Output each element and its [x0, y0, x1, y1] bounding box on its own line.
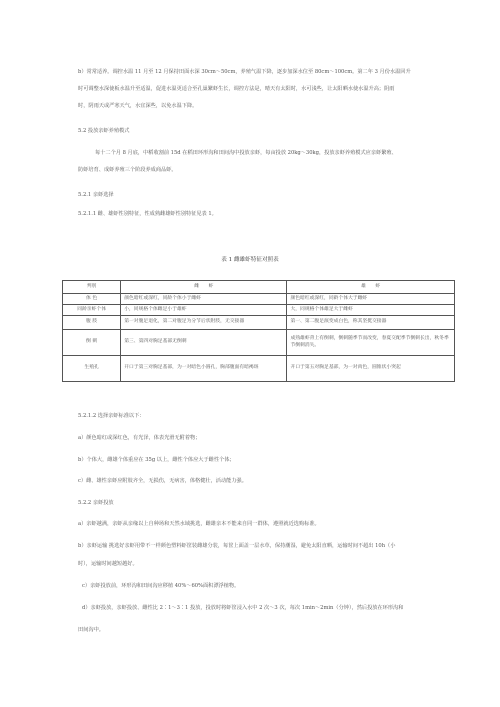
table-cell: 开口于第五对胸足基部，为一对肉色，圆锥状小突起 — [287, 356, 455, 382]
table-header-cell: 雄 虾 — [287, 281, 455, 294]
table-cell: 第三、第四对胸足基部无倒刺 — [121, 330, 287, 356]
section-heading: 5.2.1.1 雌、雄虾性别特征，性成熟雌雄虾性别特征见表 1。 — [78, 211, 217, 217]
table-cell: 腹 肢 — [63, 316, 121, 330]
paragraph-line: 时可调整水深使板水温升至适温，促进水温更适合至孔巢繁虾生长，调控方法是，晴天有太阳时，水可浅些，让太阳晒水使水温升高；阴雨 — [78, 86, 395, 92]
table-cell: 大，同规格个体雄足大于雌虾 — [287, 305, 455, 316]
section-heading: 5.2 投放亲虾养殖模式 — [78, 128, 130, 134]
table-cell: 生殖孔 — [63, 356, 121, 382]
list-item: b）个体大，雌雄个体重应在 35g 以上，雌性个体应大于雌性个体； — [78, 457, 235, 463]
table-cell: 体 色 — [63, 294, 121, 305]
list-item: c）雌、雄性亲虾应附肢齐全，无损伤，无病害，体格健壮，活动能力强。 — [78, 478, 247, 484]
table-cell: 第一对腹足退化，第二对腹足为分节后状附肢，无交接器 — [121, 316, 287, 330]
section-heading: 5.2.1 亲虾选择 — [78, 192, 114, 198]
list-item: a）亲虾越满，亲虾从亲缘以上自种场和天然水域挑选，雌雄亲本不能来自同一群体，遵照就近选购标准。 — [78, 521, 320, 527]
table-header-cell: 雌 虾 — [121, 281, 287, 294]
table-cell: 颜色暗红或深红，同龄个体大于雌虾 — [287, 294, 455, 305]
table-cell: 开口于第三对胸足基部，为一对暗色小圆孔，胸部腹面有暗褐斑 — [121, 356, 287, 382]
list-item: c）亲虾投放前，环形沟和田间沟应移植 40%～60%面积漂浮植物。 — [82, 583, 240, 589]
table-row — [63, 330, 455, 356]
list-item: a）颜色暗红或深红色，有光泽，体表光滑无附着物； — [78, 435, 201, 441]
table-cell: 成熟雄虾背上有倒刺，倒刺随季节而改变，春夏交配季节倒刺长出，秋冬季节倒刺消失。 — [287, 330, 455, 356]
paragraph-line: 防虾培育、成虾养殖三个阶段养成商品虾。 — [78, 167, 177, 173]
paragraph-line: 每十二个月 8 月底，中稻收割前 15d 在稻田环形沟和田间沟中投放亲虾，每亩投放 20kg～30kg，投放亲虾养殖模式应亲虾繁殖、 — [95, 150, 397, 156]
table-row — [63, 356, 455, 382]
table-row — [63, 305, 455, 316]
table-caption: 表 1 雌雄虾特征对照表 — [221, 257, 279, 263]
section-heading: 5.2.1.2 选择亲虾标准以下： — [78, 413, 145, 419]
table-cell: 颜色暗红或深红，同龄个体小于雌虾 — [121, 294, 287, 305]
table-cell: 第一、第二腹足演变成白色，称其坚挺交接器 — [287, 316, 455, 330]
table-row — [63, 294, 455, 305]
table-header-cell: 判别 — [63, 281, 121, 294]
paragraph-line: b）常常适养。调控水温 11 月至 12 月保持田面水深 30cm～50cm，养殖气温下降，逐步加深水位至 80cm～100cm。第二年 3 月份水温回升 — [78, 69, 411, 75]
table-header-row — [63, 281, 455, 294]
paragraph-line: 时，阴雨天或严寒天气，水宜深些，以免水温下降。 — [78, 103, 198, 109]
list-item: 时），运输时间越短越好。 — [78, 561, 138, 567]
table-cell: 同龄亲虾个体 — [63, 305, 121, 316]
list-item: d）亲虾投放，亲虾投放、雌性比 2∶1～3∶1 投放，投放时将虾筐浸入水中 2 次～3 次，每次 1min～2min（分钟），然后投放在环形沟和 — [82, 605, 404, 611]
table-row — [63, 316, 455, 330]
list-item: b）亲虾运输 挑选好亲虾用带不一样颜色塑料虾筐装雌雄分装，每筐上面盖一层水草，保持潮湿，避免太阳直晒，运输时间不超出 10h（小 — [78, 543, 396, 549]
table-cell: 小，同规格个体雌足小于雄虾 — [121, 305, 287, 316]
table-cell: 倒 刺 — [63, 330, 121, 356]
list-item: 田间沟中。 — [78, 627, 104, 633]
section-heading: 5.2.2 亲虾投放 — [78, 500, 114, 506]
comparison-table — [62, 280, 455, 382]
